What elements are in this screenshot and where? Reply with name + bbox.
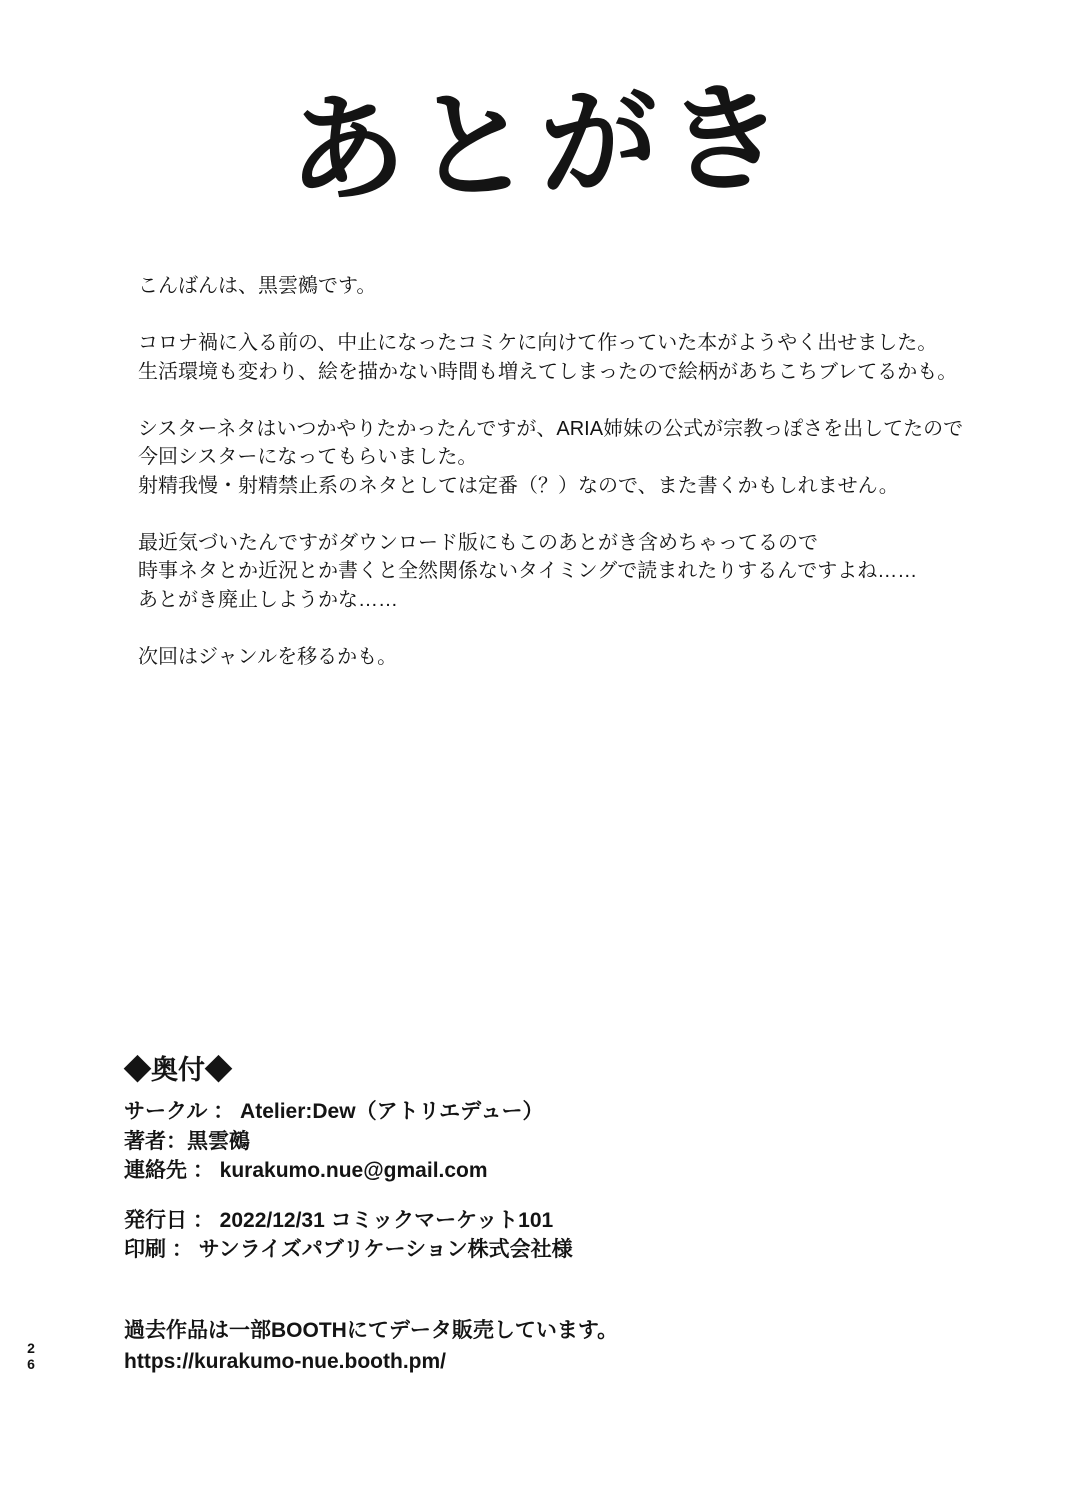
text-line: シスターネタはいつかやりたかったんですが、ARIA姉妹の公式が宗教っぽさを出してたので [138, 417, 964, 440]
paragraph [138, 272, 1018, 301]
paragraph [138, 529, 1018, 615]
text-line: 射精我慢・射精禁止系のネタとしては定番（？）なので、また書くかもしれません。 [138, 474, 899, 497]
colophon-issue-date-line: 発行日 ： 2022/12/31 コミックマーケット101 [124, 1208, 554, 1232]
text-line: 生活環境も変わり、絵を描かない時間も増えてしまったので絵柄があちこちブレてるかも。 [138, 360, 958, 383]
text-line: あとがき廃止しようかな…… [138, 588, 398, 611]
colophon-printer-line: 印刷 ： サンライズパブリケーション株式会社様 [124, 1238, 573, 1261]
colophon-heading: ◆奥付◆ [124, 1055, 232, 1085]
paragraph [138, 643, 1018, 672]
booth-notice-line: 過去作品は一部BOOTHにてデータ販売しています。 [124, 1318, 619, 1342]
colophon-publication-info [124, 1206, 944, 1265]
colophon-booth-info [124, 1315, 944, 1377]
text-line: 時事ネタとか近況とか書くと全然関係ないタイミングで読まれたりするんですよね…… [138, 560, 918, 582]
colophon-author-line: 著者：黒雲鵺 [124, 1129, 250, 1153]
text-line: 次回はジャンルを移るかも。 [138, 645, 398, 668]
afterword-title: あとがき [286, 72, 794, 218]
colophon [124, 1054, 944, 1377]
colophon-contact-line: 連絡先 ： kurakumo.nue@gmail.com [124, 1159, 488, 1182]
colophon-circle-info [124, 1097, 944, 1186]
page-number: 26 [23, 1340, 39, 1372]
afterword-body [138, 272, 1018, 700]
booth-url-line: https://kurakumo-nue.booth.pm/ [124, 1349, 446, 1373]
text-line: 最近気づいたんですがダウンロード版にもこのあとがき含めちゃってるので [138, 531, 818, 554]
text-line: こんばんは、黒雲鵺です。 [138, 275, 377, 297]
text-line: コロナ禍に入る前の、中止になったコミケに向けて作っていた本がようやく出せました。 [138, 332, 938, 354]
paragraph [138, 329, 1018, 386]
paragraph [138, 415, 1018, 501]
colophon-circle-line: サークル ： Atelier:Dew（アトリエデュー） [124, 1100, 544, 1123]
text-line: 今回シスターになってもらいました。 [138, 446, 478, 468]
